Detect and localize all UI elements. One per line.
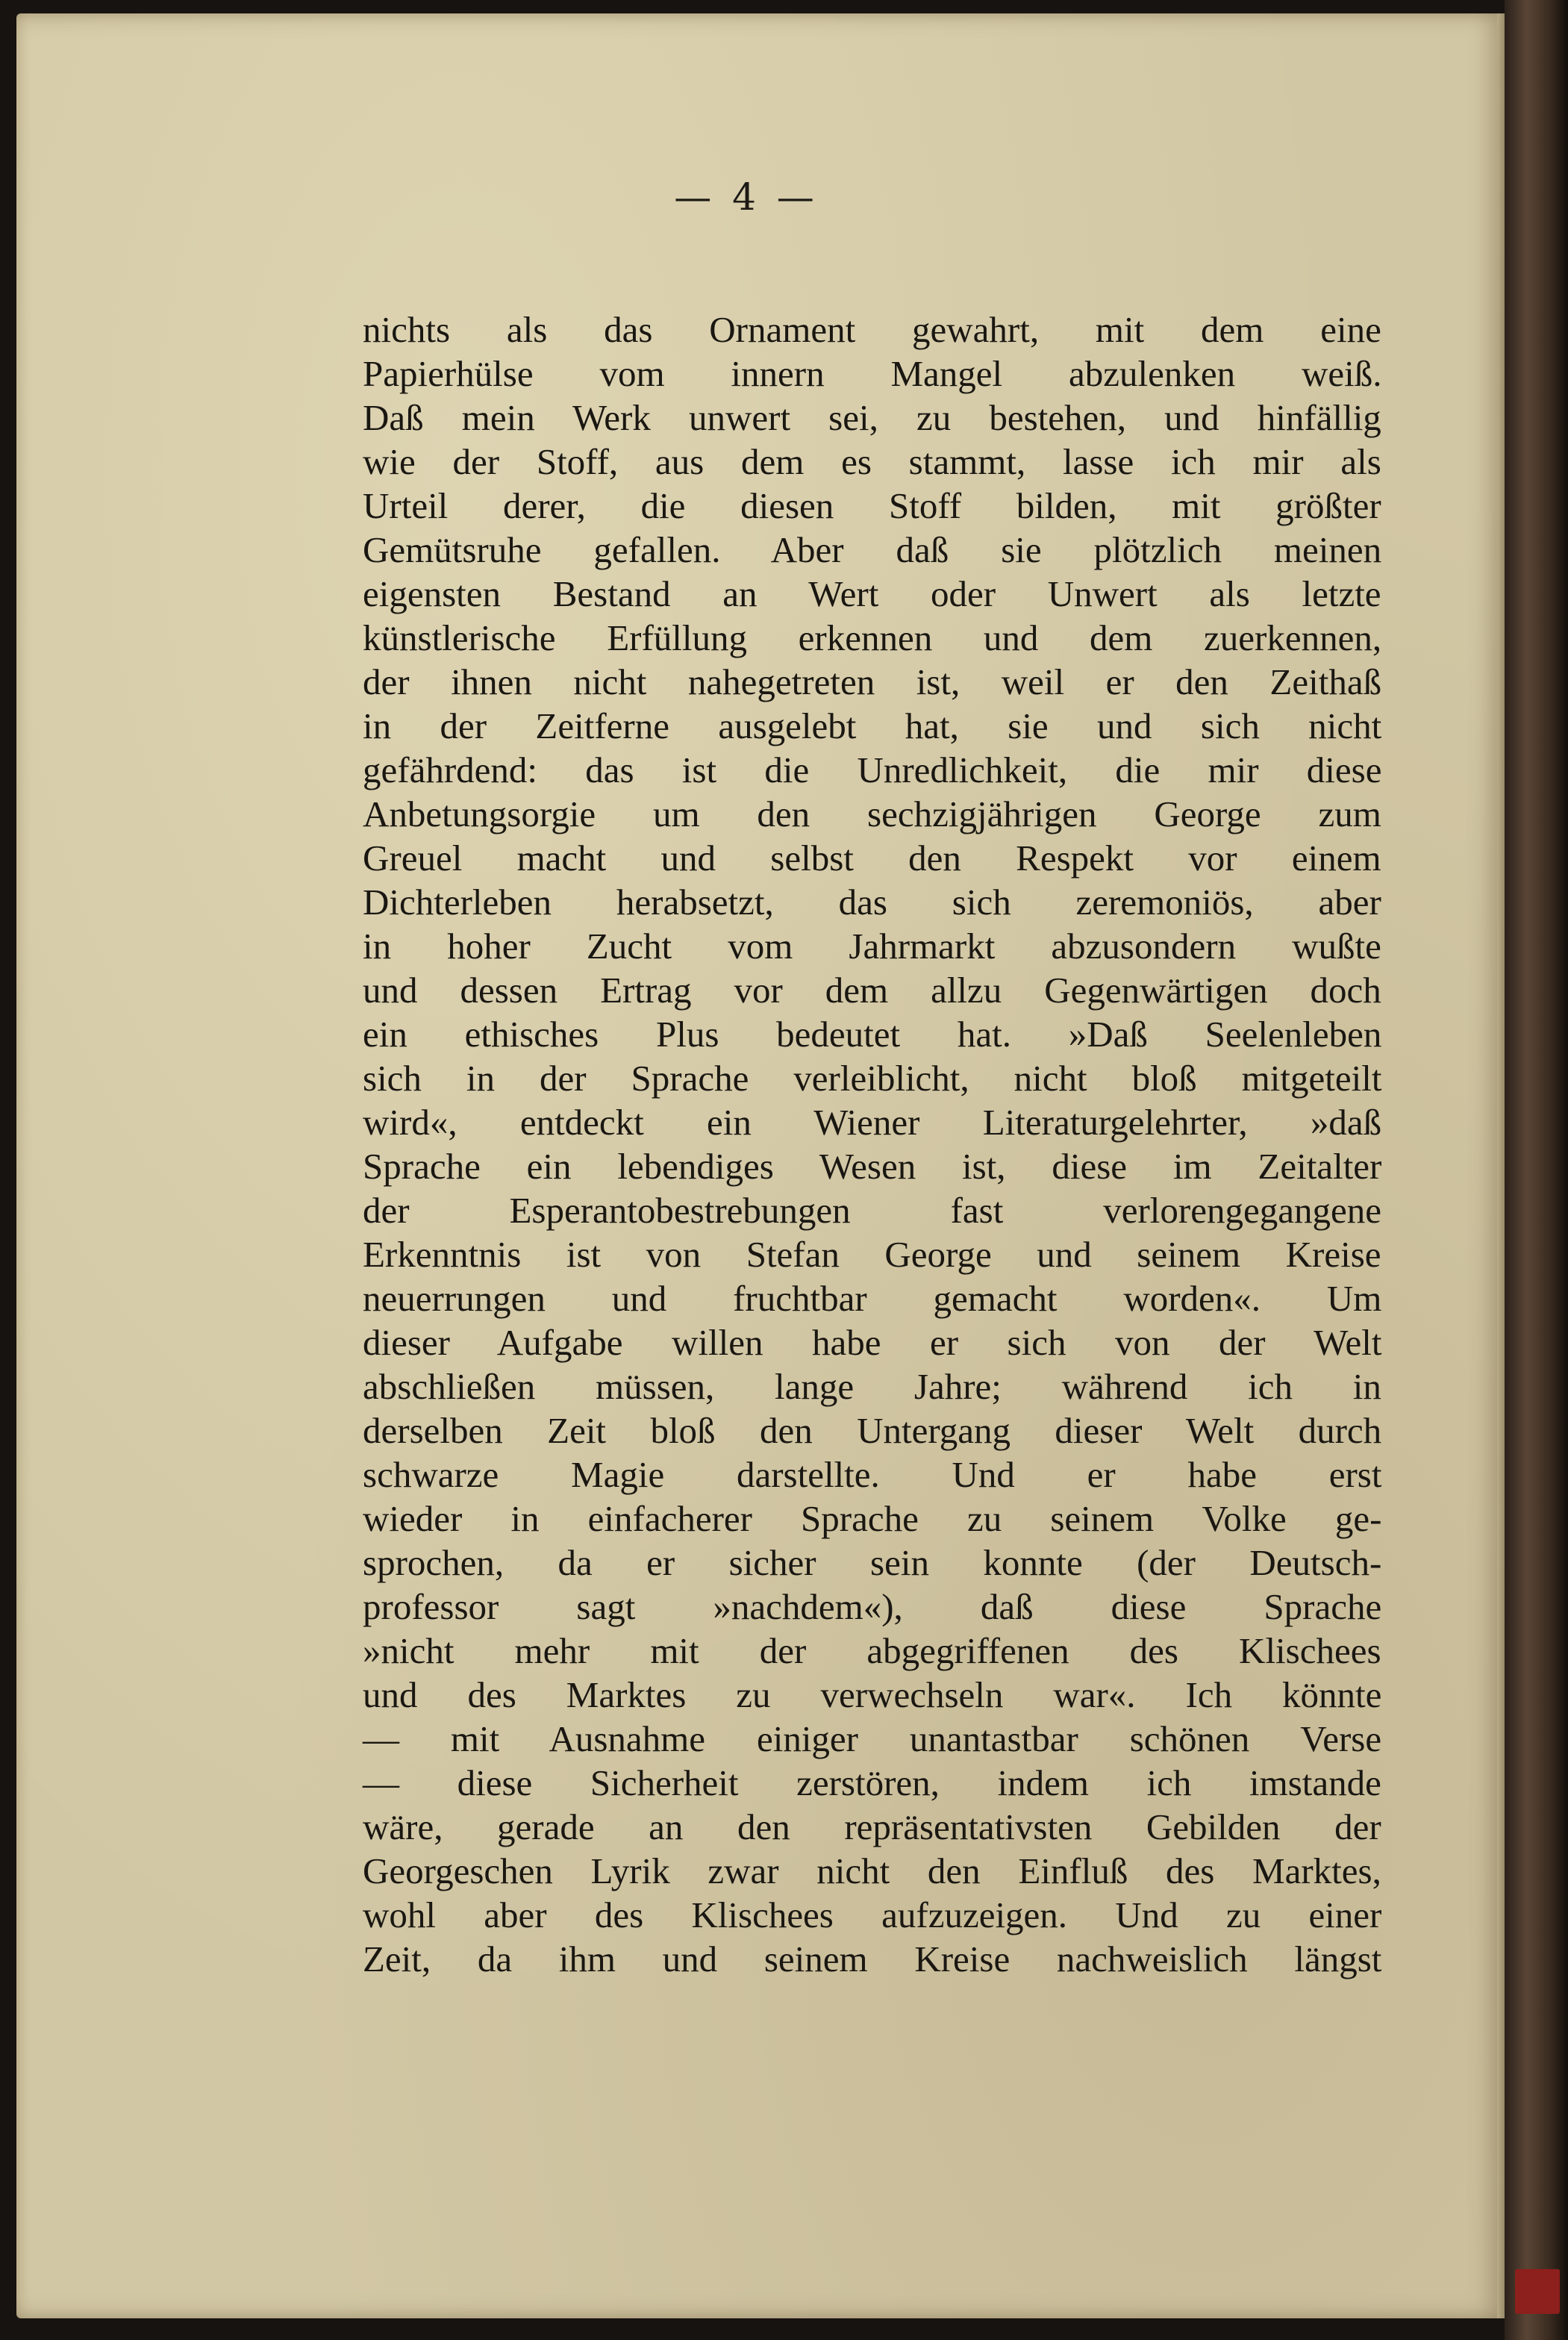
text-line: wohl aber des Klischees aufzuzeigen. Und zu einer [363, 1894, 1382, 1935]
text-line: abschließen müssen, lange Jahre; während ich in [363, 1366, 1381, 1407]
text-line: eigensten Bestand an Wert oder Unwert als letzte [363, 573, 1381, 614]
book-spine [1505, 0, 1568, 2340]
text-line: derselben Zeit bloß den Untergang dieser Welt durch [363, 1410, 1382, 1451]
red-binding-mark [1515, 2269, 1560, 2314]
text-line: Anbetungsorgie um den sechzigjährigen George zum [363, 793, 1381, 834]
text-line: in der Zeitferne ausgelebt hat, sie und sich nicht [363, 705, 1382, 746]
text-line: Gemütsruhe gefallen. Aber daß sie plötzlich meinen [363, 529, 1382, 570]
body-text [363, 308, 1381, 1981]
text-line: nichts als das Ornament gewahrt, mit dem eine [363, 309, 1381, 350]
page-number: — 4 — [674, 175, 819, 219]
text-line: Zeit, da ihm und seinem Kreise nachweislich längst [363, 1938, 1382, 1979]
text-line: Daß mein Werk unwert sei, zu bestehen, und hinfällig [363, 397, 1381, 438]
text-line: schwarze Magie darstellte. Und er habe erst [363, 1454, 1382, 1495]
text-line: der Esperantobestrebungen fast verlorengegangene [363, 1190, 1381, 1231]
text-line: ein ethisches Plus bedeutet hat. »Daß Seelenleben [363, 1014, 1382, 1055]
text-line: wieder in einfacherer Sprache zu seinem Volke ge- [363, 1498, 1382, 1539]
text-line: Dichterleben herabsetzt, das sich zeremoniös, aber [363, 882, 1381, 923]
text-line: der ihnen nicht nahegetreten ist, weil er den Zeithaß [363, 661, 1382, 702]
text-line: neuerrungen und fruchtbar gemacht worden«. Um [363, 1278, 1382, 1319]
text-line: in hoher Zucht vom Jahrmarkt abzusondern wußte [363, 926, 1381, 967]
text-line: »nicht mehr mit der abgegriffenen des Klischees [363, 1630, 1381, 1671]
text-line: sprochen, da er sicher sein konnte (der Deutsch- [363, 1542, 1382, 1583]
text-line: Greuel macht und selbst den Respekt vor einem [363, 837, 1381, 879]
text-line: Erkenntnis ist von Stefan George und seinem Kreise [363, 1234, 1381, 1275]
text-line: — diese Sicherheit zerstören, indem ich imstande [363, 1762, 1381, 1803]
text-line: gefährdend: das ist die Unredlichkeit, die mir diese [363, 749, 1382, 790]
text-line: — mit Ausnahme einiger unantastbar schönen Verse [363, 1718, 1382, 1759]
text-line: wie der Stoff, aus dem es stammt, lasse ich mir als [363, 441, 1381, 482]
text-line: Urteil derer, die diesen Stoff bilden, mit größter [363, 485, 1381, 526]
text-line: Sprache ein lebendiges Wesen ist, diese im Zeitalter [363, 1146, 1382, 1187]
text-line: wird«, entdeckt ein Wiener Literaturgelehrter, »daß [363, 1102, 1382, 1143]
text-line: Papierhülse vom innern Mangel abzulenken weiß. [363, 353, 1382, 394]
text-line: professor sagt »nachdem«), daß diese Sprache [363, 1586, 1382, 1627]
text-line: und des Marktes zu verwechseln war«. Ich könnte [363, 1674, 1382, 1715]
text-line: künstlerische Erfüllung erkennen und dem zuerkennen, [363, 617, 1382, 658]
text-line: und dessen Ertrag vor dem allzu Gegenwärtigen doch [363, 970, 1381, 1011]
text-line: sich in der Sprache verleiblicht, nicht bloß mitgeteilt [363, 1058, 1382, 1099]
text-line: Georgeschen Lyrik zwar nicht den Einfluß des Marktes, [363, 1850, 1381, 1891]
text-line: wäre, gerade an den repräsentativsten Gebilden der [363, 1806, 1381, 1847]
text-line: dieser Aufgabe willen habe er sich von der Welt [363, 1322, 1382, 1363]
